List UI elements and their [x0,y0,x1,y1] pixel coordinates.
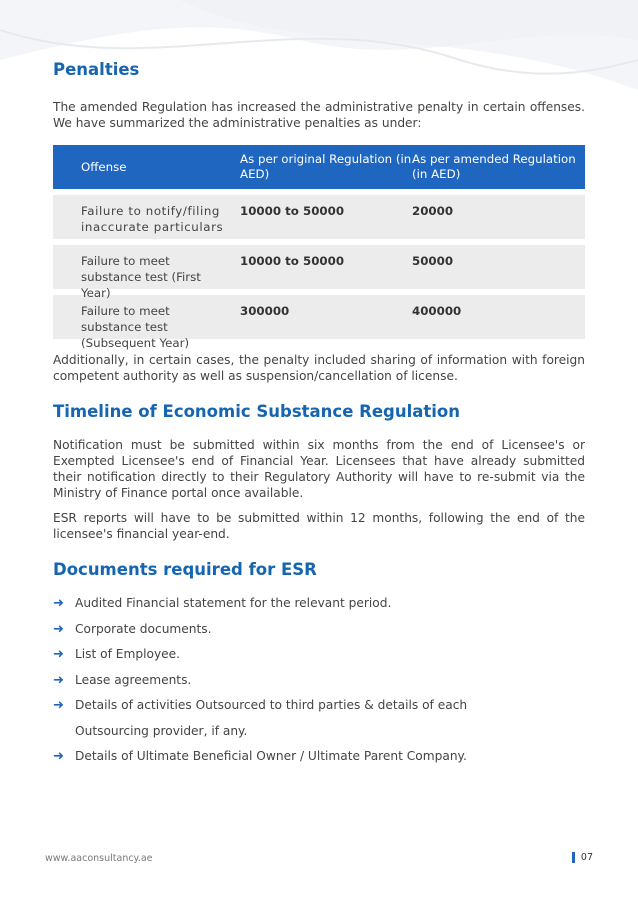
amended-cell: 50000 [412,254,454,268]
offense-cell: Failure to meet substance test (Subsequent Year) [81,304,190,350]
offense-cell: Failure to notify/filing inaccurate particulars [81,204,224,234]
list-item: ➜ Details of Ultimate Beneficial Owner / Ultimate Parent Company. [53,744,585,770]
penalties-table [53,145,585,350]
list-item-continuation: Outsourcing provider, if any. [75,723,248,738]
arrow-right-icon: ➜ [53,647,64,662]
list-item: ➜ Corporate documents. [53,617,585,643]
amended-cell: 20000 [412,204,454,218]
header-amended: As per amended Regulation (in AED) [412,152,576,181]
penalties-intro: The amended Regulation has increased the administrative penalty in certain offenses. We have summarized the administrative penalties as under: [53,100,585,130]
arrow-right-icon: ➜ [53,596,64,611]
table-row [53,295,585,350]
page-marker-bar [572,852,575,863]
original-cell: 10000 to 50000 [240,204,345,218]
list-item: ➜ Details of activities Outsourced to third parties & details of each [53,693,585,719]
page-number: 07 [580,852,593,863]
documents-list [53,591,585,770]
arrow-right-icon: ➜ [53,698,64,713]
timeline-paragraph-1: Notification must be submitted within six months from the end of Licensee's or Exempted Licensee's end of Financial Year. Licensees that have already submitted their notification directly to their Regulatory Authority will have to re-submit via the Ministry of Finance portal once available. [53,438,585,500]
header-offense: Offense [81,159,127,174]
documents-heading: Documents required for ESR [53,560,317,579]
header-original: As per original Regulation (in AED) [240,152,412,181]
list-item: ➜ Lease agreements. [53,668,585,694]
timeline-paragraph-2: ESR reports will have to be submitted within 12 months, following the end of the licensee's financial year-end. [53,511,585,541]
table-header [53,145,585,189]
amended-cell: 400000 [412,304,462,318]
timeline-heading: Timeline of Economic Substance Regulation [53,402,461,421]
table-row [53,245,585,300]
offense-cell: Failure to meet substance test (First Year) [81,254,201,300]
footer-page-number [572,852,593,863]
original-cell: 300000 [240,304,290,318]
list-item: ➜ List of Employee. [53,642,585,668]
arrow-right-icon: ➜ [53,749,64,764]
list-item: ➜ Audited Financial statement for the relevant period. [53,591,585,617]
penalties-heading: Penalties [53,60,140,79]
table-row [53,195,585,239]
penalties-note: Additionally, in certain cases, the penalty included sharing of information with foreign competent authority as well as suspension/cancellation of license. [53,353,585,383]
arrow-right-icon: ➜ [53,621,64,637]
original-cell: 10000 to 50000 [240,254,345,268]
footer-website[interactable]: www.aaconsultancy.ae [45,853,153,864]
arrow-right-icon: ➜ [53,672,64,688]
